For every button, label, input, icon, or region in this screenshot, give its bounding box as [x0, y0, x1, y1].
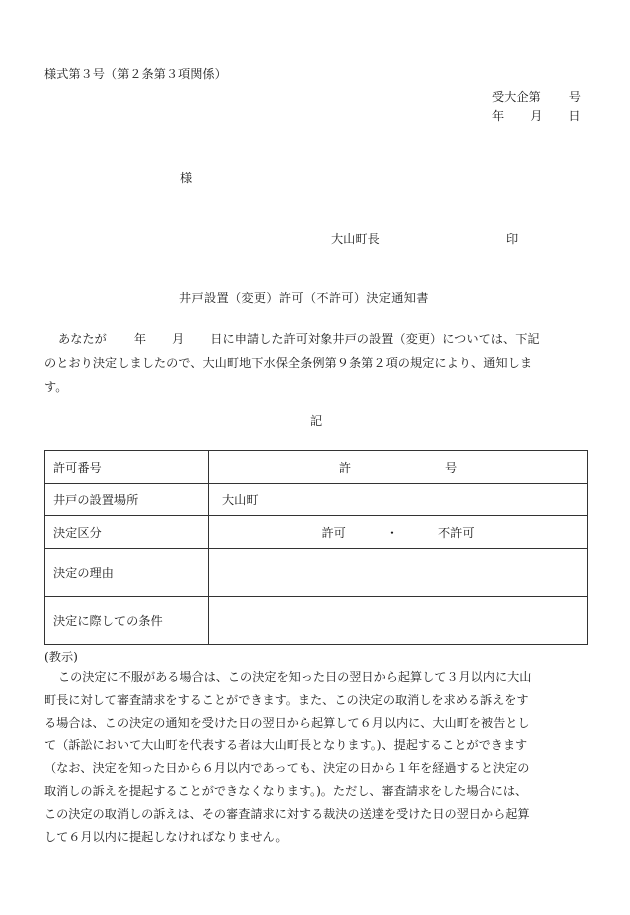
- appeal-notice: [44, 666, 589, 848]
- issuer-title: 大山町長: [331, 232, 380, 246]
- date-month: 月: [530, 109, 543, 123]
- notice-line: この決定の取消しの訴えは、その審査請求に対する裁決の送達を受けた日の翌日から起算: [44, 806, 530, 821]
- addressee-honorific: 様: [180, 171, 193, 185]
- decision-reason-value: [209, 549, 588, 597]
- notice-line: 町長に対して審査請求をすることができます。また、この決定の取消しを求める訴えをす: [44, 692, 529, 707]
- notice-line: この決定に不服がある場合は、この決定を知った日の翌日から起算して３月以内に大山: [58, 670, 532, 684]
- notice-line: 取消しの訴えを提起することができなくなります。)。ただし、審査請求をした場合には、: [44, 783, 528, 798]
- date-day: 日: [568, 109, 581, 123]
- decision-table: [44, 450, 588, 645]
- body-line-1: あなたが 年 月 日に申請した許可対象井戸の設置（変更）については、下記: [58, 332, 540, 346]
- table-row: [45, 549, 588, 597]
- ki-heading: 記: [310, 414, 323, 428]
- notice-line: る場合は、この決定の通知を受けた日の翌日から起算して６月以内に、大山町を被告とし: [44, 715, 530, 730]
- option-permit: 許可: [321, 525, 346, 540]
- issue-date: [492, 110, 581, 122]
- notice-line: （なお、決定を知った日から６月以内であっても、決定の日から１年を経過すると決定の: [44, 761, 530, 776]
- notice-line: して６月以内に提起しなければなりません。: [44, 829, 288, 844]
- well-location-value: 大山町: [209, 484, 588, 516]
- notice-line: て（訴訟において大山町を代表する者は大山町長となります。)、提起することができます: [44, 738, 528, 753]
- notice-heading: (教示): [44, 650, 78, 664]
- decision-conditions-label: 決定に際しての条件: [45, 597, 209, 645]
- decision-conditions-value: [209, 597, 588, 645]
- body-line-2: のとおり決定しましたので、大山町地下水保全条例第９条第２項の規定により、通知しま: [44, 356, 533, 370]
- ref-prefix: 受大企第: [492, 90, 541, 104]
- permit-number-label: 許可番号: [45, 451, 209, 484]
- table-row: [45, 516, 588, 549]
- decision-reason-label: 決定の理由: [45, 549, 209, 597]
- form-label: 様式第３号（第２条第３項関係）: [44, 67, 227, 81]
- table-row: [45, 451, 588, 484]
- document-title: 井戸設置（変更）許可（不許可）決定通知書: [179, 291, 429, 305]
- permit-number-value: 許 号: [209, 451, 588, 484]
- body-line-3: す。: [44, 380, 68, 394]
- notification-body: [44, 327, 589, 399]
- option-separator: ・: [385, 525, 398, 540]
- table-row: [45, 484, 588, 516]
- decision-type-label: 決定区分: [45, 516, 209, 549]
- option-deny: 不許可: [438, 525, 475, 540]
- ref-suffix: 号: [568, 90, 581, 104]
- table-row: [45, 597, 588, 645]
- decision-type-value: [209, 516, 588, 549]
- reference-number: [492, 91, 581, 103]
- seal-mark: 印: [506, 232, 519, 246]
- date-year: 年: [492, 109, 505, 123]
- well-location-label: 井戸の設置場所: [45, 484, 209, 516]
